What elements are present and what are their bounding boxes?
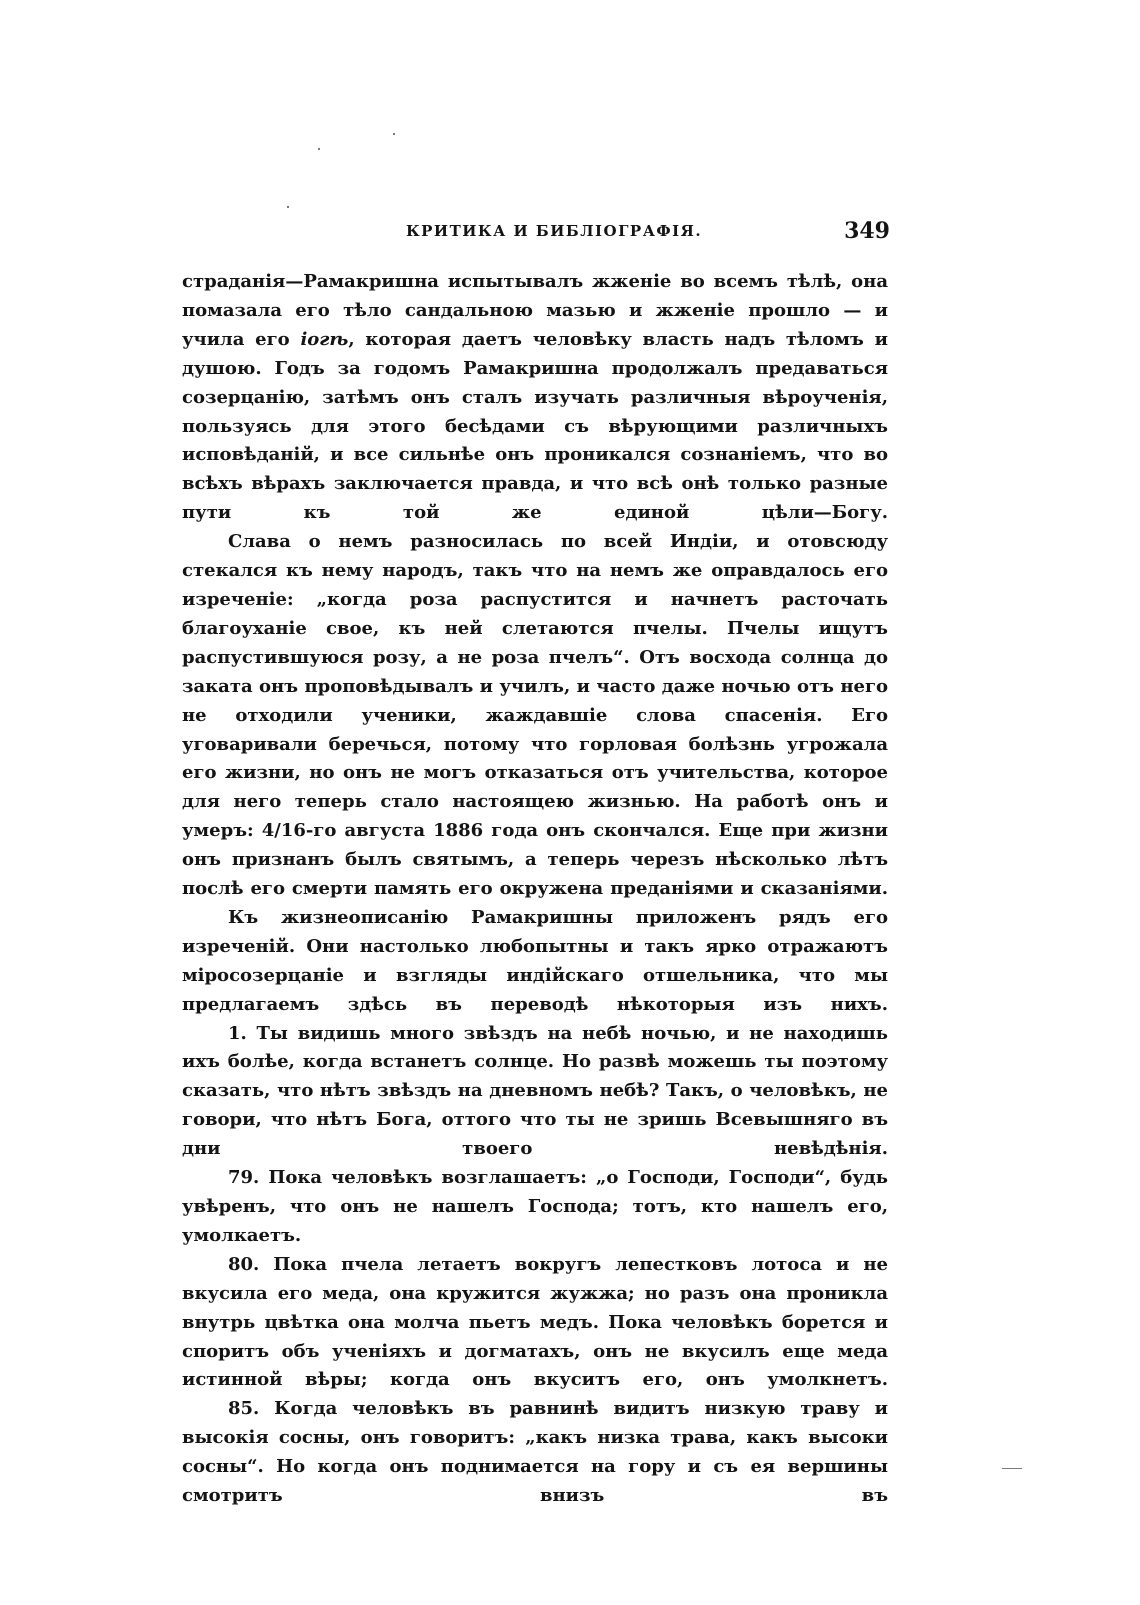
- paragraph-continuation: [182, 268, 888, 528]
- scan-mark: [1002, 1468, 1022, 1469]
- scan-speck: [287, 206, 289, 208]
- saying-79: 79. Пока человѣкъ возглашаетъ: „о Господи, Господи“, будь увѣренъ, что онъ не нашелъ Господа; тотъ, кто нашелъ его, умолкаетъ.: [182, 1167, 888, 1246]
- saying-85: 85. Когда человѣкъ въ равнинѣ видитъ низкую траву и высокія сосны, онъ говоритъ: „какъ низка трава, какъ высоки сосны“. Но когда онъ поднимается на гору и съ ея вершины смотритъ внизъ въ: [182, 1398, 888, 1507]
- running-head: КРИТИКА И БИБЛІОГРАФІЯ.: [406, 222, 703, 240]
- paragraph-text: , которая даетъ человѣку власть надъ тѣломъ и душою. Годъ за годомъ Рамакришна продолжалъ предаваться созерцанію, затѣмъ онъ сталъ изучать различныя вѣроученія, пользуясь для этого бесѣдами съ вѣрующими различныхъ исповѣданій, и все сильнѣе онъ проникался сознаніемъ, что во всѣхъ вѣрахъ заключается правда, и что всѣ онѣ только разные пути къ той же единой цѣли—Богу.: [182, 328, 888, 524]
- page-number: 349: [844, 218, 890, 244]
- paragraph-text: страданія—Рамакришна испытывалъ жженіе во всемъ тѣлѣ, она помазала его тѣло сандальною мазью и жженіе прошло — и учила его: [182, 271, 888, 350]
- scan-speck: [393, 133, 395, 135]
- paragraph-sayings-intro: Къ жизнеописанію Рамакришны приложенъ рядъ его изреченій. Они настолько любопытны и такъ ярко отражаютъ міросозерцаніе и взгляды индійскаго отшельника, что мы предлагаемъ здѣсь въ переводѣ нѣкоторыя изъ нихъ.: [182, 906, 888, 1015]
- saying-1: 1. Ты видишь много звѣздъ на небѣ ночью, и не находишь ихъ болѣе, когда встанетъ солнце. Но развѣ можешь ты поэтому сказать, что нѣтъ звѣздъ на дневномъ небѣ? Такъ, о человѣкъ, не говори, что нѣтъ Бога, оттого что ты не зришь Всевышняго въ дни твоего невѣдѣнія.: [182, 1022, 888, 1160]
- scan-speck: [318, 148, 320, 150]
- italic-term: іогѣ: [300, 328, 349, 350]
- page-header: [174, 218, 890, 252]
- saying-80: 80. Пока пчела летаетъ вокругъ лепестковъ лотоса и не вкусила его меда, она кружится жужжа; но разъ она проникла внутрь цвѣтка она молча пьетъ медъ. Пока человѣкъ борется и споритъ объ ученіяхъ и догматахъ, онъ не вкусилъ еще меда истинной вѣры; когда онъ вкуситъ его, онъ умолкнетъ.: [182, 1253, 888, 1391]
- article-body: [182, 268, 888, 1511]
- paragraph-fame: Слава о немъ разносилась по всей Индіи, и отовсюду стекался къ нему народъ, такъ что на немъ же оправдалось его изреченіе: „когда роза распустится и начнетъ расточать благоуханіе свое, къ ней слетаются пчелы. Пчелы ищутъ распустившуюся розу, а не роза пчелъ“. Отъ восхода солнца до заката онъ проповѣдывалъ и училъ, и часто даже ночью отъ него не отходили ученики, жаждавшіе слова спасенія. Его уговаривали беречься, потому что горловая болѣзнь угрожала его жизни, но онъ не могъ отказаться отъ учительства, которое для него теперь стало настоящею жизнью. На работѣ онъ и умеръ: 4/16-го августа 1886 года онъ скончался. Еще при жизни онъ признанъ былъ святымъ, а теперь черезъ нѣсколько лѣтъ послѣ его смерти память его окружена преданіями и сказаніями.: [182, 531, 888, 900]
